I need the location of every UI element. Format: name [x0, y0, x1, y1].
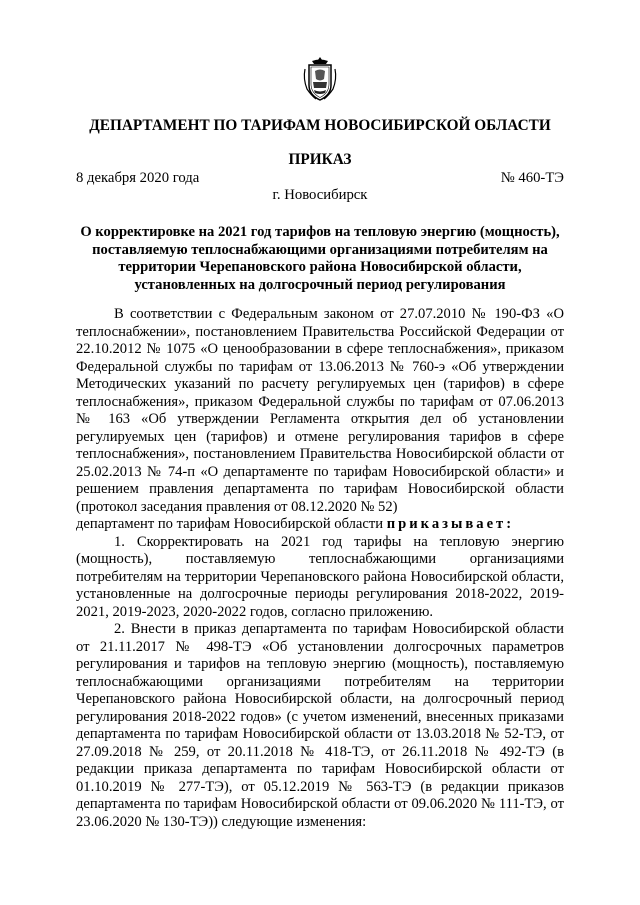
- item-1-paragraph: 1. Скорректировать на 2021 год тарифы на тепловую энергию (мощность), поставляемую теплоснабжающими организациями потребителям на территории Черепановского района Новосибирской области, установленные на долгосрочные периоды регулирования 2018-2022, 2019-2021, 2019-2023, 2020-2022 годов, согласно приложению.: [76, 533, 564, 620]
- document-number: № 460-ТЭ: [500, 170, 564, 186]
- document-type: ПРИКАЗ: [288, 151, 352, 168]
- document-body: [76, 306, 564, 831]
- orders-line: [76, 516, 564, 534]
- preamble-paragraph: В соответствии с Федеральным законом от 27.07.2010 № 190-ФЗ «О теплоснабжении», постановлением Правительства Российской Федерации от 22.10.2012 № 1075 «О ценообразовании в сфере теплоснабжения», приказом Федеральной службы по тарифам от 13.06.2013 № 760-э «Об утверждении Методических указаний по расчету регулируемых цен (тарифов) в сфере теплоснабжения», приказом Федеральной службы по тарифам от 07.06.2013 № 163 «Об утверждении Регламента открытия дел об установлении регулируемых цен (тарифов) и отмене регулирования тарифов в сфере теплоснабжения», постановлением Правительства Новосибирской области от 25.02.2013 № 74-п «О департаменте по тарифам Новосибирской области» и решением правления департамента по тарифам Новосибирской области (протокол заседания правления от 08.12.2020 № 52): [76, 306, 564, 515]
- coat-of-arms-icon: [302, 55, 338, 103]
- orders-lead: департамент по тарифам Новосибирской области: [76, 516, 384, 532]
- orders-word: приказывает:: [386, 516, 515, 532]
- document-subject: О корректировке на 2021 год тарифов на тепловую энергию (мощность), поставляемую теплоснабжающими организациями потребителям на территории Черепановского района Новосибирской области, установленных на долгосрочный период регулирования: [80, 224, 560, 293]
- department-heading: ДЕПАРТАМЕНТ ПО ТАРИФАМ НОВОСИБИРСКОЙ ОБЛАСТИ: [89, 117, 551, 134]
- document-date: 8 декабря 2020 года: [76, 170, 200, 186]
- item-2-paragraph: 2. Внести в приказ департамента по тарифам Новосибирской области от 21.11.2017 № 498-ТЭ «Об установлении долгосрочных параметров регулирования и тарифов на тепловую энергию (мощность), поставляемую теплоснабжающими организациями потребителям на территории Черепановского района Новосибирской области, на долгосрочный период регулирования 2018-2022 годов» (с учетом изменений, внесенных приказами департамента по тарифам Новосибирской области от 13.03.2018 № 52-ТЭ, от 27.09.2018 № 259, от 20.11.2018 № 418-ТЭ, от 26.11.2018 № 492-ТЭ (в редакции приказа департамента по тарифам Новосибирской области от 01.10.2019 № 277-ТЭ), от 05.12.2019 № 563-ТЭ (в редакции приказов департамента по тарифам Новосибирской области от 09.06.2020 № 111-ТЭ, от 23.06.2020 № 130-ТЭ)) следующие изменения:: [76, 621, 564, 830]
- document-city: г. Новосибирск: [272, 187, 368, 203]
